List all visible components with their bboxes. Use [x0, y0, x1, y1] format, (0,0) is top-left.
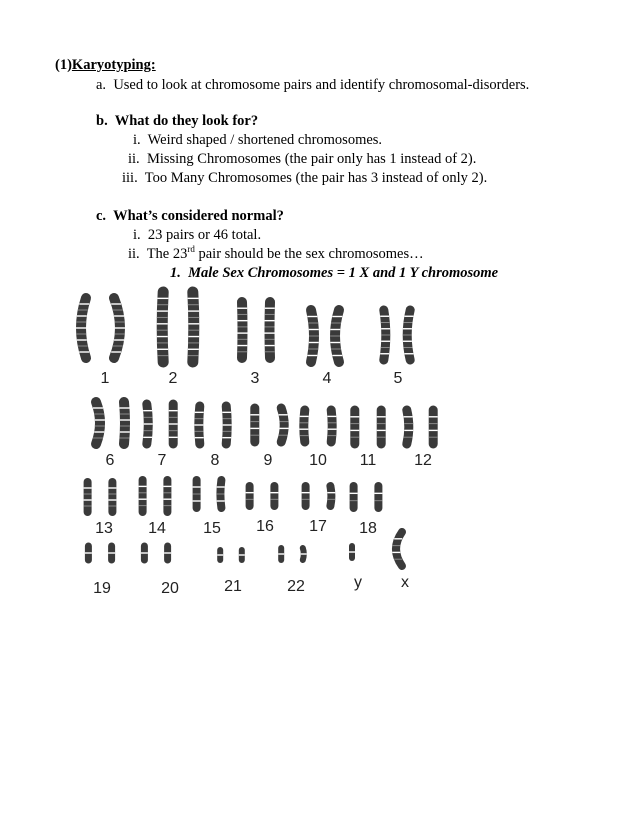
chromosome-pair-17: [302, 486, 336, 506]
chromosome-pair-13: [84, 482, 117, 512]
chromosome-pair-1: [76, 298, 125, 358]
karyotype-label-12: 12: [414, 452, 432, 469]
chromosome-pair-8: [194, 406, 231, 444]
item-b-iii-marker: iii.: [122, 170, 138, 186]
karyotype-label-8: 8: [210, 452, 220, 469]
item-b-iii-text: Too Many Chromosomes (the pair has 3 instead of only 2).: [144, 170, 488, 186]
karyotype-label-14: 14: [148, 520, 166, 537]
karyotype-label-x: x: [401, 574, 409, 591]
item-c-ii-marker: ii.: [128, 246, 140, 262]
karyotype-label-15: 15: [203, 520, 221, 537]
karyotype-label-11: 11: [359, 452, 377, 469]
item-b-iii: [122, 169, 487, 187]
karyotype-label-4: 4: [322, 370, 332, 387]
chromosome-pair-7: [143, 404, 178, 444]
item-c-marker: c.: [96, 208, 107, 224]
chromosome-x: [392, 532, 402, 566]
item-b-i-text: Weird shaped / shortened chromosomes.: [147, 132, 383, 148]
item-c-i: [133, 226, 261, 244]
karyotype-label-y: y: [354, 574, 362, 591]
item-c-sub-1-marker: 1.: [170, 265, 181, 281]
chromosome-pair-11: [350, 410, 385, 444]
item-b-text: What do they look for?: [114, 113, 259, 129]
item-b-ii-text: Missing Chromosomes (the pair only has 1 instead of 2).: [146, 151, 477, 167]
karyotype-label-18: 18: [359, 520, 377, 537]
item-a-marker: a.: [96, 77, 107, 93]
item-b: [96, 112, 258, 130]
chromosome-pair-12: [404, 410, 438, 444]
karyotype-label-16: 16: [256, 518, 274, 535]
item-c: [96, 207, 284, 225]
karyotype-label-7: 7: [157, 452, 167, 469]
karyotype-label-9: 9: [263, 452, 273, 469]
karyotype-label-17: 17: [309, 518, 327, 535]
item-c-ii: [128, 245, 424, 263]
karyotype-image: [0, 280, 638, 610]
item-b-marker: b.: [96, 113, 108, 129]
item-a-text: Used to look at chromosome pairs and identify chromosomal-disorders.: [113, 77, 530, 93]
item-c-sub-1-text: Male Sex Chromosomes = 1 X and 1 Y chromosome: [188, 265, 499, 281]
heading-title: Karyotyping:: [71, 57, 156, 73]
karyotype-label-10: 10: [309, 452, 327, 469]
karyotype-label-22: 22: [287, 578, 305, 595]
chromosome-pair-22: [278, 548, 307, 560]
chromosome-pair-21: [217, 550, 245, 560]
karyotype-label-2: 2: [168, 370, 178, 387]
item-b-i-marker: i.: [133, 132, 141, 148]
karyotype-label-3: 3: [250, 370, 260, 387]
chromosome-pair-9: [250, 408, 288, 442]
item-b-ii: [128, 150, 476, 168]
chromosome-pair-4: [307, 310, 342, 362]
heading: [55, 56, 156, 74]
karyotype-label-20: 20: [161, 580, 179, 597]
karyotype-label-21: 21: [224, 578, 242, 595]
chromosome-pair-5: [380, 310, 413, 360]
item-a: [96, 76, 529, 94]
chromosome-y: [349, 546, 355, 558]
chromosome-pair-2: [157, 292, 200, 362]
chromosome-pair-3: [237, 302, 275, 358]
item-c-i-text: 23 pairs or 46 total.: [147, 227, 262, 243]
karyotype-label-6: 6: [105, 452, 115, 469]
item-b-i: [133, 131, 382, 149]
item-c-ii-sup: rd: [187, 244, 195, 255]
item-c-text: What’s considered normal?: [113, 208, 284, 224]
heading-number: (1): [55, 57, 72, 73]
chromosome-pair-20: [141, 546, 171, 560]
chromosome-pair-18: [350, 486, 383, 508]
chromosome-pair-16: [246, 486, 279, 506]
item-c-ii-pre: The 23: [146, 246, 188, 262]
karyotype-label-1: 1: [100, 370, 110, 387]
chromosome-pair-6: [93, 402, 130, 444]
chromosome-pair-14: [139, 480, 172, 512]
karyotype-label-13: 13: [95, 520, 113, 537]
item-b-ii-marker: ii.: [128, 151, 140, 167]
karyotype-label-5: 5: [393, 370, 403, 387]
chromosome-pair-15: [193, 480, 225, 508]
karyotype-label-19: 19: [93, 580, 111, 597]
item-c-i-marker: i.: [133, 227, 141, 243]
chromosome-pair-10: [299, 410, 336, 442]
chromosome-pair-19: [85, 546, 115, 560]
item-c-ii-post: pair should be the sex chromosomes…: [194, 246, 424, 262]
